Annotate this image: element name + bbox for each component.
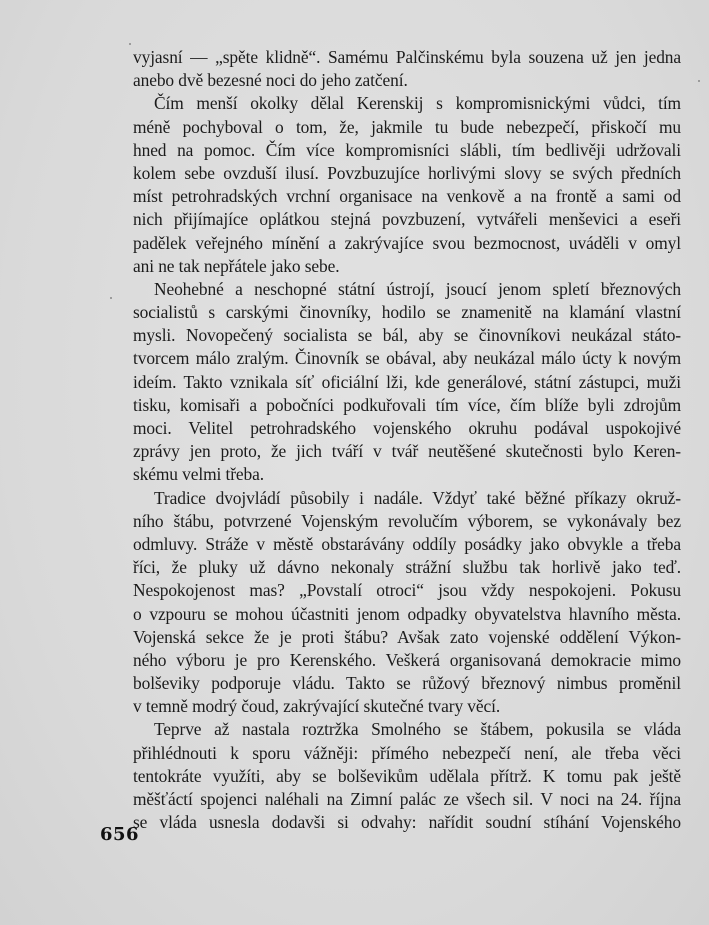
paragraph — [133, 92, 681, 278]
text-line: Nespokojenost mas? „Povstalí otroci“ jsou vždy nespokojeni. Pokusu — [133, 580, 681, 601]
text-line: ideím. Takto vznikala síť oficiální lži, kde generálové, státní zástupci, muži — [133, 371, 681, 392]
text-line: Vojenská sekce že je proti štábu? Avšak zato vojenské oddělení Výkon- — [133, 626, 681, 647]
text-line: vyjasní — „spěte klidně“. Samému Palčinskému byla souzena už jen jedna — [133, 47, 681, 67]
text-line: Čím menší okolky dělal Kerenskij s kompromisnickými vůdci, tím — [154, 93, 681, 114]
text-line: odmluvy. Stráže v městě obstarávány oddíly posádky jako obvykle a třeba — [133, 533, 681, 554]
text-line: kolem sebe ovzduší ilusí. Povzbuzujíce horlivými slovy se svých předních — [133, 162, 681, 183]
paragraph — [133, 46, 681, 92]
paragraph — [133, 278, 681, 487]
paragraph — [133, 718, 681, 834]
text-line: ani ne tak nepřátele jako sebe. — [133, 255, 340, 276]
text-line: socialistů s carskými činovníky, hodilo se znamenitě na klamání vlastní — [133, 302, 681, 323]
text-line: tvorcem málo zralým. Činovník se obával, aby neukázal málo úcty k novým — [133, 348, 681, 369]
text-line: méně pochyboval o tom, že, jakmile tu bude nebezpečí, přiskočí mu — [133, 116, 681, 137]
body-text — [133, 46, 681, 834]
text-line: skému velmi třeba. — [133, 464, 265, 485]
text-line: Tradice dvojvládí působily i nadále. Vždyť také běžné příkazy okruž- — [154, 487, 681, 508]
text-line: tentokráte využíti, aby se bolševikům udělala přítrž. K tomu pak ještě — [133, 765, 681, 786]
text-line: v temně modrý čoud, zakrývající skutečné tvary věcí. — [133, 696, 501, 717]
text-line: anebo dvě bezesné noci do jeho zatčení. — [133, 70, 408, 91]
text-line: Neohebné a neschopné státní ústrojí, jsoucí jenom spletí březnových — [154, 278, 681, 299]
text-line: moci. Velitel petrohradského vojenského okruhu podával uspokojivé — [133, 418, 681, 438]
text-line: o vzpouru se mohou účastniti jenom odpadky obyvatelstva hlavního města. — [133, 603, 681, 624]
text-line: Teprve až nastala roztržka Smolného se štábem, pokusila se vláda — [154, 719, 681, 740]
text-line: ného výboru je pro Kerenského. Veškerá organisovaná demokracie mimo — [133, 649, 681, 670]
text-line: se vláda usnesla dodavši si odvahy: nařídit soudní stíhání Vojenského — [133, 812, 681, 833]
text-line: zprávy jen proto, že jich tváří v tvář neutěšené skutečnosti bylo Keren- — [133, 441, 681, 462]
text-line: měšťáctí spojenci naléhali na Zimní palác ze všech sil. V noci na 24. října — [133, 789, 681, 809]
paper-speck — [129, 43, 131, 45]
text-line: nich přijímajíce oplátkou stejná povzbuzení, vytvářeli menševici a eseři — [133, 209, 681, 230]
paragraph — [133, 487, 681, 719]
text-line: hned na pomoc. Čím více kompromisníci slábli, tím bedlivěji udržovali — [133, 139, 681, 160]
text-line: tisku, komisaři a pobočníci podkuřovali tím více, čím blíže byli zdrojům — [133, 394, 681, 415]
text-line: ního štábu, potvrzené Vojenským revolučím výborem, se vykonávaly bez — [133, 510, 681, 531]
text-line: říci, že pluky už dávno nekonaly strážní službu tak horlivě jako teď. — [133, 557, 681, 578]
page-number: 656 — [100, 824, 140, 845]
text-line: přihlédnouti k sporu vážněji: přímého nebezpečí není, ale třeba věci — [133, 742, 681, 763]
paper-speck — [110, 297, 112, 299]
paper-speck — [698, 80, 700, 82]
text-line: bolševiky podporuje vládu. Takto se růžový březnový nimbus proměnil — [133, 673, 681, 694]
text-line: padělek veřejného mínění a zakrývajíce svou bezmocnost, uváděli v omyl — [133, 232, 681, 253]
text-line: míst petrohradských vrchní organisace na venkově a na frontě a sami od — [133, 186, 681, 207]
text-line: mysli. Novopečený socialista se bál, aby se činovníkovi neukázal státo- — [133, 325, 681, 346]
